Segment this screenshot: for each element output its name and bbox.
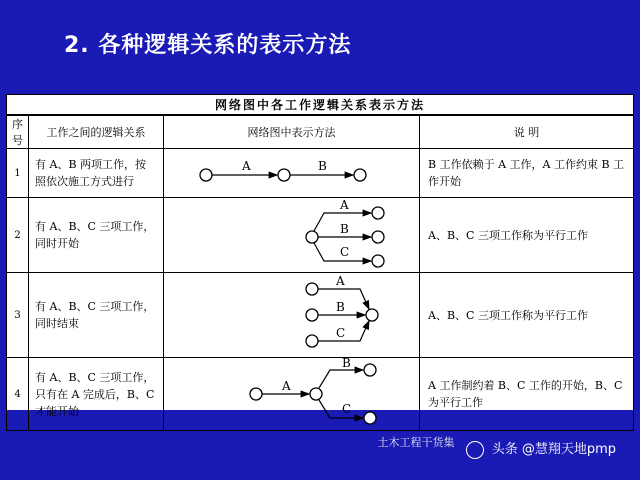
slide-title: 2. 各种逻辑关系的表示方法	[64, 33, 352, 58]
label-b: B	[336, 300, 345, 314]
label-a: A	[340, 198, 349, 212]
node-1	[250, 388, 262, 400]
row-diagram	[164, 198, 420, 273]
row-note: A、B、C 三项工作称为平行工作	[420, 273, 634, 358]
label-b: B	[340, 222, 349, 236]
node-1	[200, 169, 212, 181]
node-3	[354, 169, 366, 181]
row-number: 4	[7, 358, 29, 431]
start-node-a	[306, 283, 318, 295]
table-row	[7, 198, 634, 273]
row-relation: 有 A、B、C 三项工作，同时结束	[29, 273, 164, 358]
end-node-b	[364, 364, 376, 376]
end-node-b	[372, 231, 384, 243]
label-c: C	[336, 326, 346, 340]
row-relation: 有 A、B、C 三项工作，同时开始	[29, 198, 164, 273]
table-row	[7, 273, 634, 358]
watermark-channel: 土木工程干货集	[377, 436, 455, 449]
row-relation: 有 A、B、C 三项工作，只有在 A 完成后，B、C 才能开始	[29, 358, 164, 431]
logic-relations-table	[6, 94, 634, 418]
node-2	[278, 169, 290, 181]
header-relation: 工作之间的逻辑关系	[29, 115, 164, 149]
network-diagram-start-together	[164, 198, 419, 272]
start-node-c	[306, 335, 318, 347]
start-node	[306, 231, 318, 243]
label-b: B	[342, 358, 351, 370]
end-node-c	[372, 255, 384, 267]
end-node	[366, 309, 378, 321]
watermark	[377, 436, 616, 459]
watermark-source: 头条 @慧翔天地pmp	[491, 442, 616, 457]
table-row	[7, 149, 634, 198]
start-node-b	[306, 309, 318, 321]
row-relation: 有 A、B 两项工作，按照依次施工方式进行	[29, 149, 164, 198]
row-number: 1	[7, 149, 29, 198]
label-a: A	[242, 159, 251, 173]
label-a: A	[282, 379, 291, 393]
label-a: A	[336, 274, 345, 288]
row-diagram	[164, 273, 420, 358]
row-diagram	[164, 149, 420, 198]
row-note: A、B、C 三项工作称为平行工作	[420, 198, 634, 273]
node-2	[310, 388, 322, 400]
row-number: 2	[7, 198, 29, 273]
arrow-b	[319, 370, 363, 388]
row-number: 3	[7, 273, 29, 358]
network-diagram-a-before-bc	[164, 358, 419, 430]
row-note: A 工作制约着 B、C 工作的开始，B、C 为平行工作	[420, 358, 634, 431]
end-node-a	[372, 207, 384, 219]
table-row	[7, 358, 634, 431]
row-diagram	[164, 358, 420, 431]
label-b: B	[318, 159, 327, 173]
table-caption: 网络图中各工作逻辑关系表示方法	[7, 95, 634, 116]
header-num: 序号	[7, 115, 29, 149]
header-note: 说 明	[420, 115, 634, 149]
row-note: B 工作依赖于 A 工作，A 工作约束 B 工作开始	[420, 149, 634, 198]
toutiao-logo-icon	[466, 441, 484, 459]
label-c: C	[340, 245, 350, 259]
end-node-c	[364, 412, 376, 424]
network-diagram-end-together	[164, 273, 419, 357]
header-diagram: 网络图中表示方法	[164, 115, 420, 149]
network-diagram-sequential	[164, 149, 419, 197]
arrow-c	[319, 400, 363, 418]
label-c: C	[342, 402, 352, 416]
